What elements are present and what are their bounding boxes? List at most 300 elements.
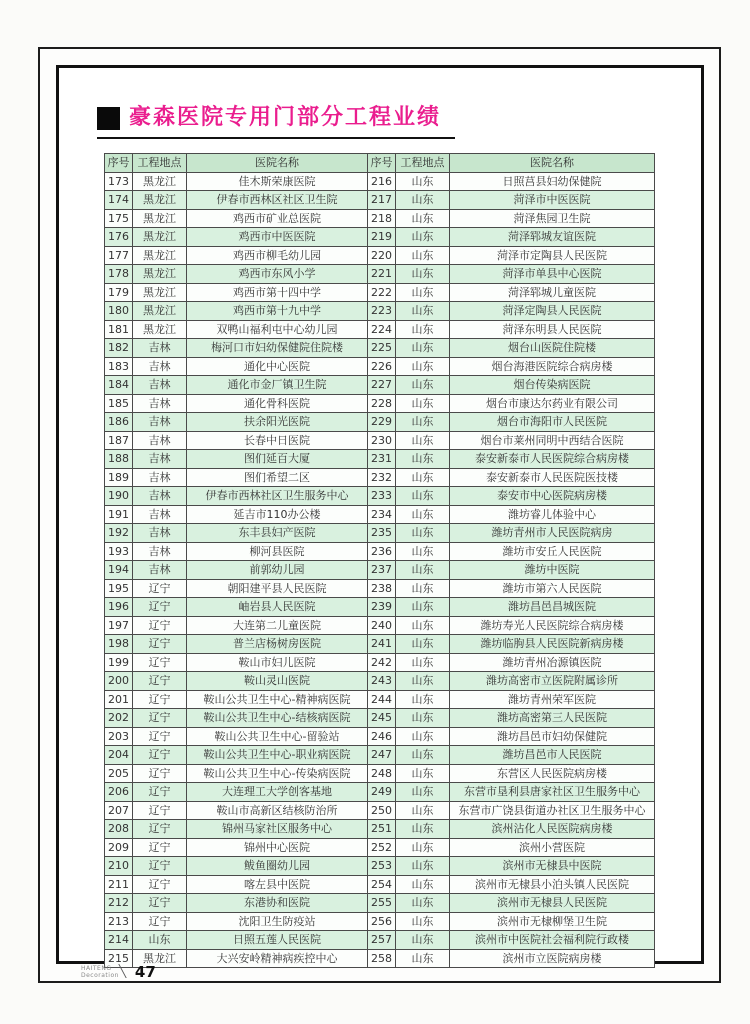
location-cell: 辽宁 <box>133 801 187 820</box>
hospital-cell: 滨州沾化人民医院病房楼 <box>450 820 655 839</box>
index-cell: 200 <box>105 672 133 691</box>
index-cell: 231 <box>368 450 396 469</box>
table-row <box>105 783 655 802</box>
location-cell: 辽宁 <box>133 894 187 913</box>
hospital-cell: 沈阳卫生防疫站 <box>187 912 368 931</box>
hospital-cell: 泰安新泰市人民医院综合病房楼 <box>450 450 655 469</box>
index-cell: 184 <box>105 376 133 395</box>
location-cell: 吉林 <box>133 413 187 432</box>
location-cell: 辽宁 <box>133 635 187 654</box>
index-cell: 188 <box>105 450 133 469</box>
index-cell: 173 <box>105 172 133 191</box>
hospital-cell: 菏泽郓城儿童医院 <box>450 283 655 302</box>
table-row <box>105 246 655 265</box>
hospital-cell: 扶余阳光医院 <box>187 413 368 432</box>
header-hospital-right: 医院名称 <box>450 154 655 173</box>
location-cell: 山东 <box>396 283 450 302</box>
location-cell: 辽宁 <box>133 672 187 691</box>
table-row <box>105 801 655 820</box>
table-row <box>105 894 655 913</box>
location-cell: 山东 <box>396 672 450 691</box>
location-cell: 山东 <box>396 172 450 191</box>
hospital-cell: 潍坊中医院 <box>450 561 655 580</box>
table-row <box>105 191 655 210</box>
location-cell: 山东 <box>396 542 450 561</box>
page-title: 豪森医院专用门部分工程业绩 <box>129 105 442 130</box>
footer-slash-icon <box>118 964 136 978</box>
index-cell: 187 <box>105 431 133 450</box>
location-cell: 辽宁 <box>133 579 187 598</box>
location-cell: 山东 <box>396 561 450 580</box>
hospital-cell: 图们延百大厦 <box>187 450 368 469</box>
location-cell: 辽宁 <box>133 783 187 802</box>
hospital-cell: 锦州马家社区服务中心 <box>187 820 368 839</box>
footer-brand <box>81 964 156 979</box>
hospital-cell: 柳河县医院 <box>187 542 368 561</box>
index-cell: 227 <box>368 376 396 395</box>
location-cell: 山东 <box>396 912 450 931</box>
hospital-cell: 鞍山公共卫生中心-结核病医院 <box>187 709 368 728</box>
index-cell: 175 <box>105 209 133 228</box>
hospital-cell: 朝阳建平县人民医院 <box>187 579 368 598</box>
location-cell: 山东 <box>396 616 450 635</box>
table-row <box>105 228 655 247</box>
index-cell: 194 <box>105 561 133 580</box>
header-index-left: 序号 <box>105 154 133 173</box>
table-row <box>105 875 655 894</box>
table-row <box>105 598 655 617</box>
index-cell: 192 <box>105 524 133 543</box>
index-cell: 177 <box>105 246 133 265</box>
index-cell: 258 <box>368 949 396 968</box>
location-cell: 吉林 <box>133 561 187 580</box>
hospital-cell: 菏泽郓城友谊医院 <box>450 228 655 247</box>
location-cell: 山东 <box>396 450 450 469</box>
hospital-cell: 泰安市中心医院病房楼 <box>450 487 655 506</box>
hospital-cell: 鸡西市东风小学 <box>187 265 368 284</box>
location-cell: 辽宁 <box>133 838 187 857</box>
hospital-cell: 菏泽市单县中心医院 <box>450 265 655 284</box>
index-cell: 229 <box>368 413 396 432</box>
hospital-cell: 滨州市无棣柳堡卫生院 <box>450 912 655 931</box>
hospital-cell: 鞍山灵山医院 <box>187 672 368 691</box>
header-location-left: 工程地点 <box>133 154 187 173</box>
table-row <box>105 542 655 561</box>
index-cell: 224 <box>368 320 396 339</box>
header-hospital-left: 医院名称 <box>187 154 368 173</box>
index-cell: 210 <box>105 857 133 876</box>
hospital-cell: 鸡西市第十四中学 <box>187 283 368 302</box>
index-cell: 228 <box>368 394 396 413</box>
location-cell: 山东 <box>396 320 450 339</box>
location-cell: 黑龙江 <box>133 320 187 339</box>
location-cell: 山东 <box>396 228 450 247</box>
table-row <box>105 283 655 302</box>
index-cell: 183 <box>105 357 133 376</box>
table-row <box>105 690 655 709</box>
hospital-cell: 潍坊青州荣军医院 <box>450 690 655 709</box>
table-body <box>105 172 655 968</box>
location-cell: 山东 <box>396 302 450 321</box>
index-cell: 244 <box>368 690 396 709</box>
hospital-cell: 东营市垦利县唐家社区卫生服务中心 <box>450 783 655 802</box>
hospital-cell: 日照五莲人民医院 <box>187 931 368 950</box>
hospital-cell: 岫岩县人民医院 <box>187 598 368 617</box>
location-cell: 吉林 <box>133 468 187 487</box>
index-cell: 237 <box>368 561 396 580</box>
location-cell: 山东 <box>396 579 450 598</box>
location-cell: 山东 <box>396 413 450 432</box>
hospital-cell: 大连第二儿童医院 <box>187 616 368 635</box>
index-cell: 206 <box>105 783 133 802</box>
table-row <box>105 450 655 469</box>
index-cell: 251 <box>368 820 396 839</box>
location-cell: 黑龙江 <box>133 228 187 247</box>
location-cell: 山东 <box>396 727 450 746</box>
table-row <box>105 505 655 524</box>
index-cell: 214 <box>105 931 133 950</box>
index-cell: 219 <box>368 228 396 247</box>
hospital-cell: 鲅鱼圈幼儿园 <box>187 857 368 876</box>
index-cell: 196 <box>105 598 133 617</box>
hospital-cell: 滨州小营医院 <box>450 838 655 857</box>
index-cell: 179 <box>105 283 133 302</box>
hospital-cell: 鞍山市高新区结核防治所 <box>187 801 368 820</box>
index-cell: 222 <box>368 283 396 302</box>
hospital-cell: 烟台山医院住院楼 <box>450 339 655 358</box>
page-outer-frame <box>38 47 721 983</box>
hospital-cell: 滨州市无棣县小泊头镇人民医院 <box>450 875 655 894</box>
page-number: 47 <box>134 963 156 981</box>
hospital-cell: 滨州市立医院病房楼 <box>450 949 655 968</box>
hospital-cell: 东丰县妇产医院 <box>187 524 368 543</box>
location-cell: 山东 <box>396 394 450 413</box>
hospital-cell: 烟台海港医院综合病房楼 <box>450 357 655 376</box>
location-cell: 吉林 <box>133 339 187 358</box>
index-cell: 247 <box>368 746 396 765</box>
table-row <box>105 172 655 191</box>
hospital-cell: 延吉市110办公楼 <box>187 505 368 524</box>
index-cell: 238 <box>368 579 396 598</box>
table-row <box>105 394 655 413</box>
index-cell: 189 <box>105 468 133 487</box>
index-cell: 257 <box>368 931 396 950</box>
location-cell: 山东 <box>396 505 450 524</box>
location-cell: 山东 <box>396 246 450 265</box>
location-cell: 黑龙江 <box>133 949 187 968</box>
table-row <box>105 931 655 950</box>
index-cell: 218 <box>368 209 396 228</box>
index-cell: 208 <box>105 820 133 839</box>
index-cell: 246 <box>368 727 396 746</box>
table-row <box>105 764 655 783</box>
table-row <box>105 912 655 931</box>
hospital-cell: 通化骨科医院 <box>187 394 368 413</box>
index-cell: 249 <box>368 783 396 802</box>
location-cell: 黑龙江 <box>133 302 187 321</box>
location-cell: 山东 <box>133 931 187 950</box>
index-cell: 193 <box>105 542 133 561</box>
location-cell: 吉林 <box>133 357 187 376</box>
index-cell: 232 <box>368 468 396 487</box>
hospital-cell: 鞍山市妇儿医院 <box>187 653 368 672</box>
location-cell: 辽宁 <box>133 616 187 635</box>
location-cell: 辽宁 <box>133 653 187 672</box>
index-cell: 255 <box>368 894 396 913</box>
location-cell: 山东 <box>396 524 450 543</box>
hospital-cell: 菏泽定陶县人民医院 <box>450 302 655 321</box>
location-cell: 辽宁 <box>133 727 187 746</box>
index-cell: 243 <box>368 672 396 691</box>
hospital-cell: 潍坊市第六人民医院 <box>450 579 655 598</box>
index-cell: 211 <box>105 875 133 894</box>
table-header <box>105 154 655 173</box>
index-cell: 235 <box>368 524 396 543</box>
hospital-cell: 泰安新泰市人民医院医技楼 <box>450 468 655 487</box>
location-cell: 吉林 <box>133 542 187 561</box>
index-cell: 223 <box>368 302 396 321</box>
hospital-cell: 鸡西市中医医院 <box>187 228 368 247</box>
index-cell: 239 <box>368 598 396 617</box>
location-cell: 山东 <box>396 875 450 894</box>
index-cell: 182 <box>105 339 133 358</box>
index-cell: 191 <box>105 505 133 524</box>
index-cell: 248 <box>368 764 396 783</box>
location-cell: 辽宁 <box>133 912 187 931</box>
index-cell: 202 <box>105 709 133 728</box>
location-cell: 山东 <box>396 931 450 950</box>
hospital-cell: 东营市广饶县街道办社区卫生服务中心 <box>450 801 655 820</box>
project-performance-table <box>104 153 655 968</box>
hospital-cell: 菏泽市定陶县人民医院 <box>450 246 655 265</box>
footer-brand-line1: HAITENG <box>81 965 112 972</box>
location-cell: 黑龙江 <box>133 246 187 265</box>
table-row <box>105 524 655 543</box>
location-cell: 辽宁 <box>133 709 187 728</box>
hospital-cell: 菏泽东明县人民医院 <box>450 320 655 339</box>
location-cell: 山东 <box>396 265 450 284</box>
location-cell: 山东 <box>396 635 450 654</box>
index-cell: 241 <box>368 635 396 654</box>
table-row <box>105 709 655 728</box>
index-cell: 178 <box>105 265 133 284</box>
table-row <box>105 838 655 857</box>
index-cell: 204 <box>105 746 133 765</box>
hospital-cell: 鸡西市柳毛幼儿园 <box>187 246 368 265</box>
location-cell: 山东 <box>396 894 450 913</box>
hospital-cell: 通化中心医院 <box>187 357 368 376</box>
table-row <box>105 857 655 876</box>
hospital-cell: 锦州中心医院 <box>187 838 368 857</box>
location-cell: 辽宁 <box>133 857 187 876</box>
hospital-cell: 烟台市康达尔药业有限公司 <box>450 394 655 413</box>
index-cell: 203 <box>105 727 133 746</box>
index-cell: 209 <box>105 838 133 857</box>
footer-brand-text <box>81 965 119 979</box>
hospital-cell: 东港协和医院 <box>187 894 368 913</box>
table-row <box>105 561 655 580</box>
index-cell: 174 <box>105 191 133 210</box>
hospital-cell: 潍坊昌邑市人民医院 <box>450 746 655 765</box>
table-row <box>105 357 655 376</box>
location-cell: 山东 <box>396 487 450 506</box>
location-cell: 山东 <box>396 431 450 450</box>
location-cell: 辽宁 <box>133 746 187 765</box>
index-cell: 254 <box>368 875 396 894</box>
index-cell: 245 <box>368 709 396 728</box>
location-cell: 山东 <box>396 801 450 820</box>
hospital-cell: 普兰店杨树房医院 <box>187 635 368 654</box>
table-row <box>105 376 655 395</box>
table-row <box>105 746 655 765</box>
hospital-cell: 通化市金厂镇卫生院 <box>187 376 368 395</box>
header-index-right: 序号 <box>368 154 396 173</box>
hospital-cell: 鞍山公共卫生中心-留验站 <box>187 727 368 746</box>
index-cell: 198 <box>105 635 133 654</box>
hospital-cell: 大兴安岭精神病疾控中心 <box>187 949 368 968</box>
hospital-cell: 双鸭山福利屯中心幼儿园 <box>187 320 368 339</box>
index-cell: 250 <box>368 801 396 820</box>
hospital-cell: 潍坊寿光人民医院综合病房楼 <box>450 616 655 635</box>
hospital-cell: 滨州市无棣县人民医院 <box>450 894 655 913</box>
hospital-cell: 潍坊昌邑昌城医院 <box>450 598 655 617</box>
location-cell: 山东 <box>396 653 450 672</box>
index-cell: 205 <box>105 764 133 783</box>
hospital-cell: 东营区人民医院病房楼 <box>450 764 655 783</box>
location-cell: 山东 <box>396 690 450 709</box>
hospital-cell: 潍坊青州市人民医院病房 <box>450 524 655 543</box>
hospital-cell: 前郭幼儿园 <box>187 561 368 580</box>
hospital-cell: 图们希望二区 <box>187 468 368 487</box>
table-row <box>105 820 655 839</box>
hospital-cell: 滨州市无棣县中医院 <box>450 857 655 876</box>
index-cell: 240 <box>368 616 396 635</box>
title-bullet-square-icon <box>97 107 120 130</box>
hospital-cell: 鸡西市矿业总医院 <box>187 209 368 228</box>
hospital-cell: 潍坊青州冶源镇医院 <box>450 653 655 672</box>
index-cell: 201 <box>105 690 133 709</box>
index-cell: 197 <box>105 616 133 635</box>
hospital-cell: 鸡西市第十九中学 <box>187 302 368 321</box>
index-cell: 190 <box>105 487 133 506</box>
table-row <box>105 653 655 672</box>
location-cell: 山东 <box>396 339 450 358</box>
location-cell: 山东 <box>396 357 450 376</box>
page-inner-frame <box>56 65 704 981</box>
location-cell: 黑龙江 <box>133 209 187 228</box>
table-row <box>105 209 655 228</box>
hospital-cell: 潍坊睿儿体验中心 <box>450 505 655 524</box>
index-cell: 186 <box>105 413 133 432</box>
location-cell: 辽宁 <box>133 598 187 617</box>
location-cell: 山东 <box>396 746 450 765</box>
location-cell: 山东 <box>396 376 450 395</box>
location-cell: 吉林 <box>133 450 187 469</box>
document-title-block <box>97 100 455 139</box>
hospital-cell: 鞍山公共卫生中心-传染病医院 <box>187 764 368 783</box>
location-cell: 黑龙江 <box>133 265 187 284</box>
index-cell: 256 <box>368 912 396 931</box>
index-cell: 181 <box>105 320 133 339</box>
location-cell: 黑龙江 <box>133 172 187 191</box>
hospital-cell: 鞍山公共卫生中心-精神病医院 <box>187 690 368 709</box>
table-row <box>105 339 655 358</box>
location-cell: 辽宁 <box>133 764 187 783</box>
hospital-cell: 长春中日医院 <box>187 431 368 450</box>
location-cell: 辽宁 <box>133 875 187 894</box>
footer-brand-line2: Decoration <box>81 972 119 979</box>
hospital-cell: 滨州市中医院社会福利院行政楼 <box>450 931 655 950</box>
location-cell: 黑龙江 <box>133 283 187 302</box>
location-cell: 吉林 <box>133 376 187 395</box>
table-header-row <box>105 154 655 173</box>
location-cell: 山东 <box>396 209 450 228</box>
index-cell: 212 <box>105 894 133 913</box>
index-cell: 221 <box>368 265 396 284</box>
location-cell: 黑龙江 <box>133 191 187 210</box>
hospital-cell: 喀左县中医院 <box>187 875 368 894</box>
table-row <box>105 468 655 487</box>
table-row <box>105 320 655 339</box>
table-row <box>105 616 655 635</box>
location-cell: 山东 <box>396 598 450 617</box>
location-cell: 吉林 <box>133 394 187 413</box>
location-cell: 吉林 <box>133 524 187 543</box>
location-cell: 吉林 <box>133 431 187 450</box>
index-cell: 226 <box>368 357 396 376</box>
header-location-right: 工程地点 <box>396 154 450 173</box>
hospital-cell: 伊春市西林社区卫生服务中心 <box>187 487 368 506</box>
location-cell: 吉林 <box>133 487 187 506</box>
hospital-cell: 潍坊临朐县人民医院新病房楼 <box>450 635 655 654</box>
index-cell: 220 <box>368 246 396 265</box>
index-cell: 225 <box>368 339 396 358</box>
hospital-cell: 菏泽焦园卫生院 <box>450 209 655 228</box>
table-row <box>105 302 655 321</box>
location-cell: 山东 <box>396 468 450 487</box>
location-cell: 山东 <box>396 857 450 876</box>
index-cell: 213 <box>105 912 133 931</box>
location-cell: 山东 <box>396 709 450 728</box>
hospital-cell: 潍坊高密第三人民医院 <box>450 709 655 728</box>
table-row <box>105 949 655 968</box>
table-row <box>105 265 655 284</box>
hospital-cell: 潍坊市安丘人民医院 <box>450 542 655 561</box>
table-row <box>105 487 655 506</box>
hospital-cell: 大连理工大学创客基地 <box>187 783 368 802</box>
hospital-cell: 梅河口市妇幼保健院住院楼 <box>187 339 368 358</box>
index-cell: 195 <box>105 579 133 598</box>
location-cell: 山东 <box>396 838 450 857</box>
hospital-cell: 烟台传染病医院 <box>450 376 655 395</box>
index-cell: 236 <box>368 542 396 561</box>
location-cell: 山东 <box>396 764 450 783</box>
hospital-cell: 潍坊昌邑市妇幼保健院 <box>450 727 655 746</box>
location-cell: 山东 <box>396 949 450 968</box>
location-cell: 辽宁 <box>133 690 187 709</box>
index-cell: 176 <box>105 228 133 247</box>
location-cell: 辽宁 <box>133 820 187 839</box>
hospital-cell: 潍坊高密市立医院附属诊所 <box>450 672 655 691</box>
table-row <box>105 431 655 450</box>
hospital-cell: 烟台市莱州同明中西结合医院 <box>450 431 655 450</box>
hospital-cell: 佳木斯荣康医院 <box>187 172 368 191</box>
location-cell: 山东 <box>396 820 450 839</box>
table-row <box>105 727 655 746</box>
index-cell: 215 <box>105 949 133 968</box>
location-cell: 山东 <box>396 191 450 210</box>
index-cell: 216 <box>368 172 396 191</box>
